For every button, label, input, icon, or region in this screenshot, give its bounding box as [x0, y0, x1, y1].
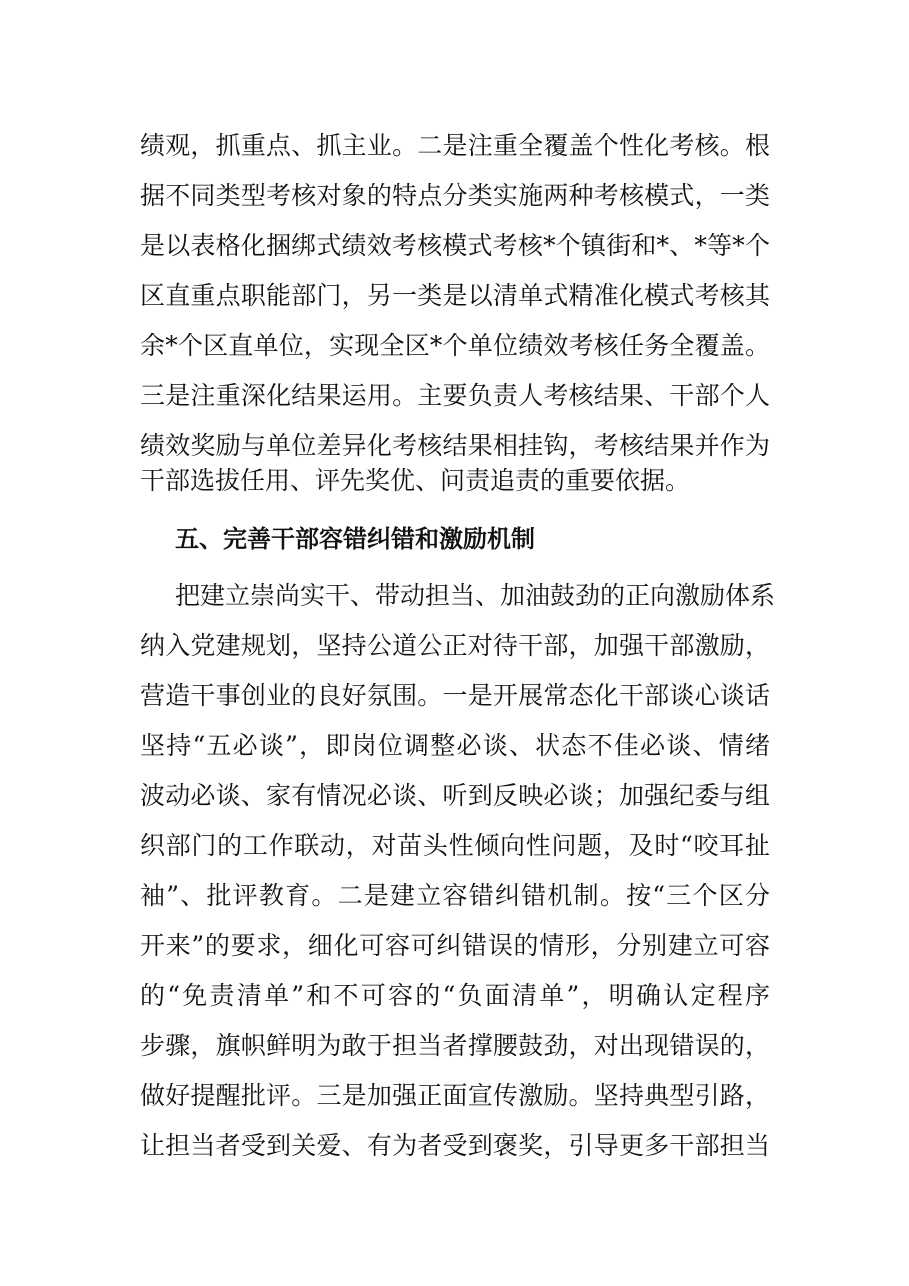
paragraph-1-line-4: 区直重点职能部门，另一类是以清单式精准化模式考核其: [140, 281, 770, 310]
paragraph-2-line-2: 纳入党建规划，坚持公道公正对待干部，加强干部激励，: [140, 631, 770, 660]
paragraph-2-line-6: 织部门的工作联动，对苗头性倾向性问题，及时“咬耳扯: [140, 831, 770, 860]
paragraph-2-line-12: 让担当者受到关爱、有为者受到褒奖，引导更多干部担当: [140, 1131, 770, 1160]
paragraph-2-line-8: 开来”的要求，细化可容可纠错误的情形，分别建立可容: [140, 931, 770, 960]
paragraph-2-line-4: 坚持“五必谈”，即岗位调整必谈、状态不佳必谈、情绪: [140, 731, 770, 760]
paragraph-2-line-5: 波动必谈、家有情况必谈、听到反映必谈；加强纪委与组: [140, 781, 770, 810]
paragraph-2-line-7: 袖”、批评教育。二是建立容错纠错机制。按“三个区分: [140, 881, 770, 910]
paragraph-2-line-3: 营造干事创业的良好氛围。一是开展常态化干部谈心谈话: [140, 681, 770, 710]
paragraph-2-line-9: 的“免责清单”和不可容的“负面清单”，明确认定程序: [140, 981, 770, 1010]
paragraph-1-line-3: 是以表格化捆绑式绩效考核模式考核*个镇街和*、*等*个: [140, 231, 770, 260]
paragraph-1-line-1: 绩观，抓重点、抓主业。二是注重全覆盖个性化考核。根: [140, 131, 770, 160]
paragraph-1-line-5: 余*个区直单位，实现全区*个单位绩效考核任务全覆盖。: [140, 331, 770, 360]
paragraph-2-line-1: 把建立崇尚实干、带动担当、加油鼓劲的正向激励体系: [175, 581, 776, 610]
section-heading: 五、完善干部容错纠错和激励机制: [175, 525, 535, 553]
paragraph-1-line-7: 绩效奖励与单位差异化考核结果相挂钩，考核结果并作为: [140, 431, 770, 460]
paragraph-2-line-11: 做好提醒批评。三是加强正面宣传激励。坚持典型引路，: [140, 1081, 770, 1110]
paragraph-1-line-2: 据不同类型考核对象的特点分类实施两种考核模式，一类: [140, 181, 770, 210]
paragraph-1-line-8: 干部选拔任用、评先奖优、问责追责的重要依据。: [140, 466, 691, 495]
paragraph-1-line-6: 三是注重深化结果运用。主要负责人考核结果、干部个人: [140, 381, 770, 410]
paragraph-2-line-10: 步骤，旗帜鲜明为敢于担当者撑腰鼓劲，对出现错误的，: [140, 1031, 770, 1060]
